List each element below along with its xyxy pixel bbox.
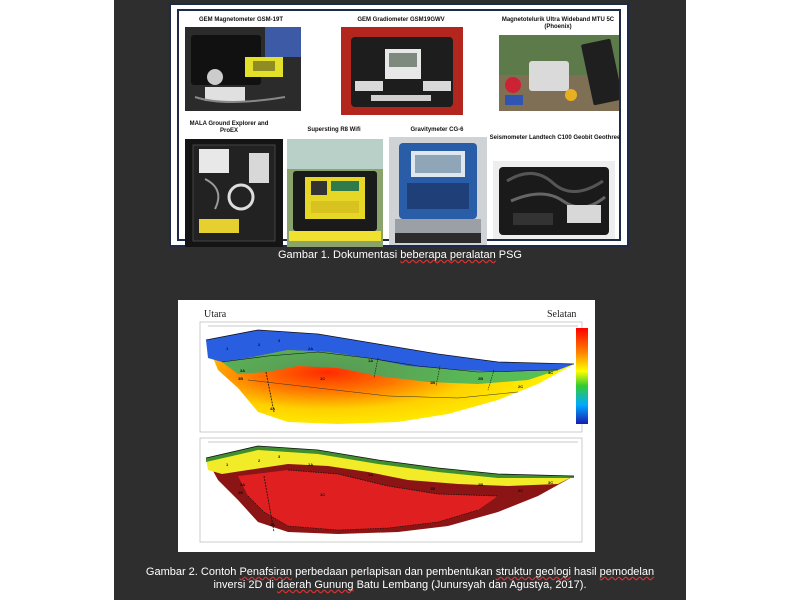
direction-north-label: Utara	[204, 309, 227, 320]
caption-text: PSG	[495, 249, 522, 261]
resistivity-color-scale	[576, 328, 588, 424]
equipment-label: Supersting R8 Wifi	[307, 127, 361, 133]
caption-text: pemodelan	[599, 566, 655, 578]
equipment-gradiometer	[337, 13, 465, 113]
unit-label: 1B	[430, 486, 436, 491]
equipment-label: Gravitymeter CG-6	[410, 127, 464, 133]
figure-1-caption	[114, 249, 686, 261]
unit-label: 1C	[320, 492, 326, 497]
unit-label: 2A	[308, 346, 314, 351]
caption-text: inversi 2D di	[213, 579, 278, 591]
unit-label: 1B	[430, 380, 436, 385]
unit-label: 2C	[518, 384, 524, 389]
equipment-label: Seismometer Landtech C100 Geobit Geothree	[489, 135, 621, 141]
equipment-magnetometer	[181, 13, 301, 113]
unit-label: 3	[278, 454, 281, 459]
caption-text: beberapa peralatan	[400, 249, 496, 261]
equipment-collage-frame	[177, 9, 621, 241]
unit-label: 4A	[270, 522, 276, 527]
unit-label: 4A	[270, 406, 276, 411]
caption-text: Gambar 1. Dokumentasi	[278, 249, 401, 261]
caption-text: struktur geologi	[495, 566, 571, 578]
equipment-magnetotelluric	[495, 13, 621, 113]
unit-label: 1A	[368, 472, 374, 477]
unit-label: 3C	[548, 370, 554, 375]
unit-label: 3B	[238, 376, 244, 381]
seismometer-photo	[493, 161, 615, 239]
caption-text: Penafsiran	[239, 566, 293, 578]
equipment-gpr	[181, 117, 285, 247]
unit-label: 1A	[368, 358, 374, 363]
figure-2-caption	[114, 566, 686, 592]
caption-text: hasil	[570, 566, 600, 578]
gradiometer-photo	[341, 27, 463, 115]
resistivity-sections-svg	[178, 300, 595, 552]
unit-label: 3A	[240, 368, 246, 373]
unit-label: 2C	[518, 488, 524, 493]
unit-label: 1	[226, 346, 229, 351]
unit-label: 3A	[240, 482, 246, 487]
figure-1-equipment-collage	[169, 3, 629, 247]
equipment-label: GEM Magnetometer GSM-19T	[198, 17, 283, 23]
equipment-label: MALA Ground Explorer and ProEX	[189, 121, 269, 134]
magnetometer-photo	[185, 27, 301, 111]
unit-label: 3B	[238, 490, 244, 495]
unit-label: 3	[278, 338, 281, 343]
caption-text: perbedaan perlapisan dan pembentukan	[292, 566, 496, 578]
supersting-photo	[287, 139, 383, 247]
equipment-seismometer	[489, 117, 621, 247]
caption-line-2	[114, 579, 686, 592]
unit-label: 3C	[548, 480, 554, 485]
unit-label: 2B	[478, 376, 484, 381]
figure-2-geoelectric-sections	[178, 300, 595, 552]
caption-text: daerah Gunung	[277, 579, 354, 591]
equipment-label: GEM Gradiometer GSM19GWV	[357, 17, 445, 23]
unit-label: 1C	[320, 376, 326, 381]
caption-line-1	[114, 566, 686, 579]
unit-label: 2B	[478, 482, 484, 487]
equipment-supersting	[285, 117, 383, 247]
caption-text: Gambar 2. Contoh	[145, 566, 240, 578]
caption-text: Batu Lembang (Junursyah dan Agustya, 2017).	[353, 579, 587, 591]
magnetotelluric-photo	[499, 35, 619, 111]
unit-label: 2	[258, 342, 261, 347]
unit-label: 1	[226, 462, 229, 467]
unit-label: 2	[258, 458, 261, 463]
equipment-gravimeter	[387, 117, 487, 247]
equipment-label: Magnetotelurik Ultra Wideband MTU 5C (Phoenix)	[501, 17, 615, 30]
unit-label: 2A	[308, 462, 314, 467]
gpr-photo	[185, 139, 283, 247]
gravimeter-photo	[389, 137, 487, 245]
direction-south-label: Selatan	[547, 309, 577, 320]
